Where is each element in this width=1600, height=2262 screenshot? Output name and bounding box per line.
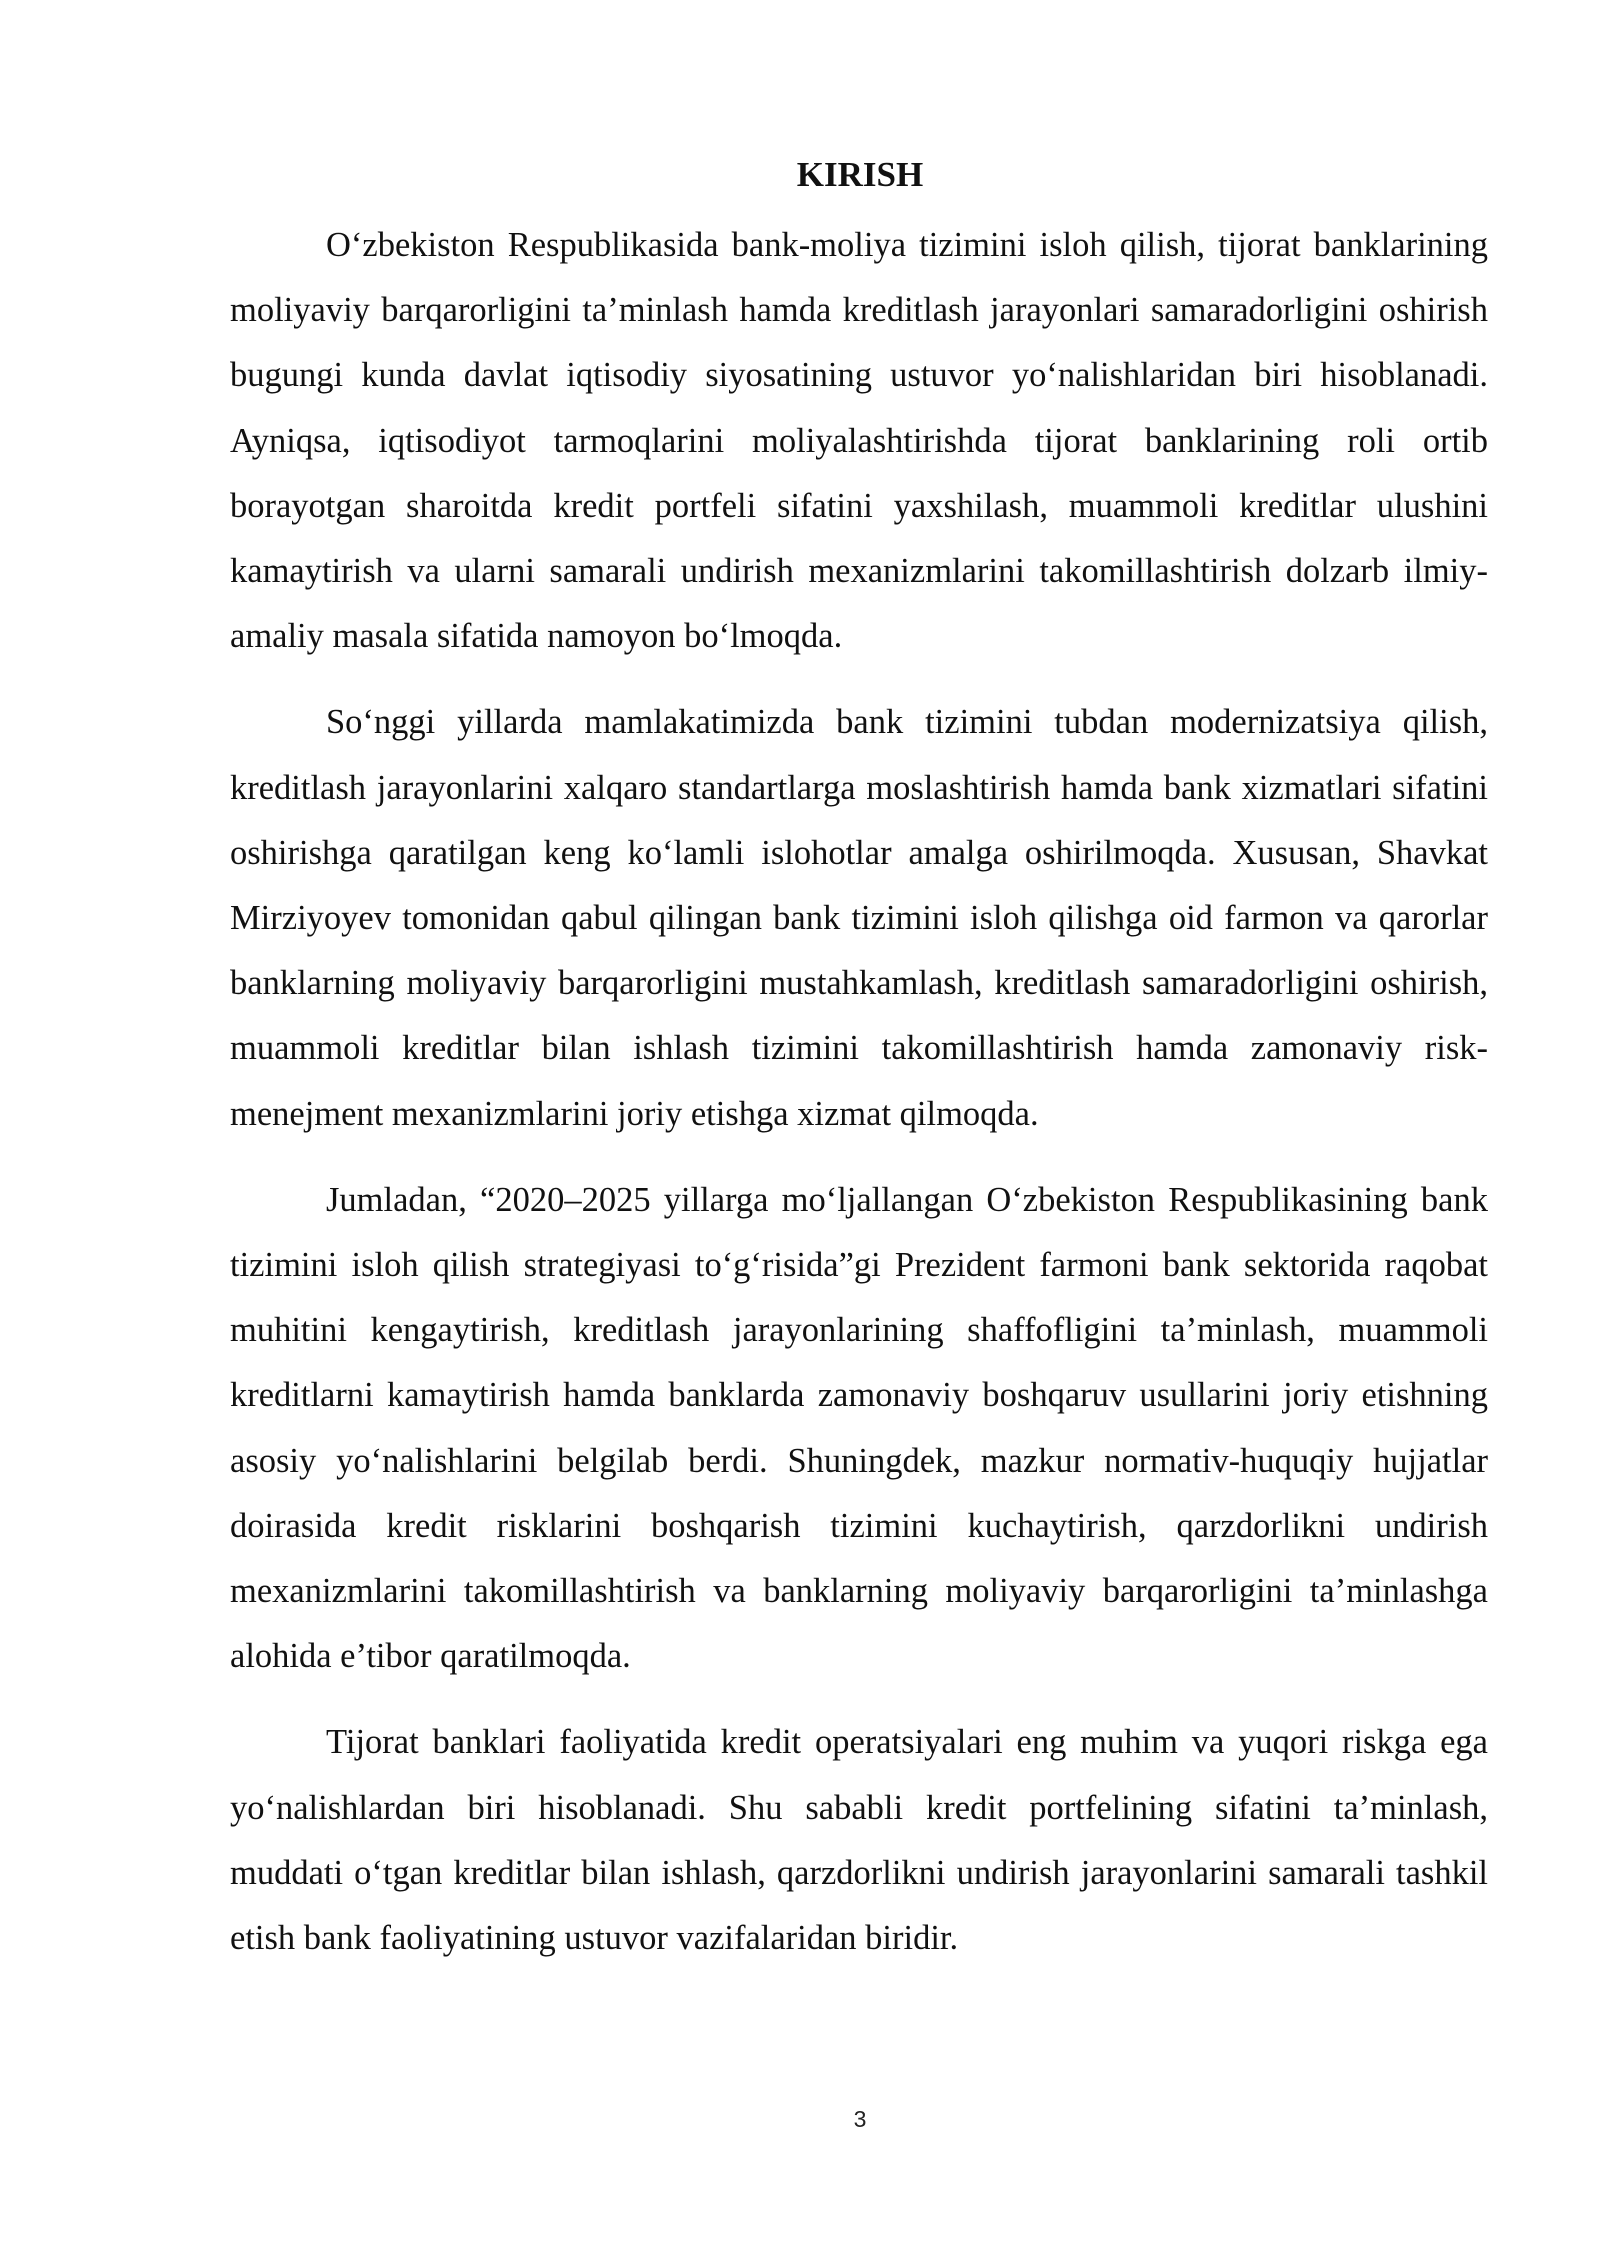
paragraph-3: Jumladan, “2020–2025 yillarga mo‘ljallangan O‘zbekiston Respublikasining bank tizimini isloh qilish strategiyasi to‘g‘risida”gi Prezident farmoni bank sektorida raqobat muhitini kengaytirish, kreditlash jarayonlarining shaffofligini ta’minlash, muammoli kreditlarni kamaytirish hamda banklarda zamonaviy boshqaruv usullarini joriy etishning asosiy yo‘nalishlarini belgilab berdi. Shuningdek, mazkur normativ-huquqiy hujjatlar doirasida kredit risklarini boshqarish tizimini kuchaytirish, qarzdorlikni undirish mexanizmlarini takomillashtirish va banklarning moliyaviy barqarorligini ta’minlashga alohida e’tibor qaratilmoqda. — [230, 1180, 1488, 1676]
body-text — [230, 213, 1488, 1992]
page-title: KIRISH — [796, 155, 924, 194]
paragraph-4: Tijorat banklari faoliyatida kredit operatsiyalari eng muhim va yuqori riskga ega yo‘nalishlardan biri hisoblanadi. Shu sababli kredit portfelining sifatini ta’minlash, muddati o‘tgan kreditlar bilan ishlash, qarzdorlikni undirish jarayonlarini samarali tashkil etish bank faoliyatining ustuvor vazifalaridan biridir. — [230, 1723, 1488, 1958]
page-number: 3 — [853, 2106, 867, 2132]
paragraph-1: O‘zbekiston Respublikasida bank-moliya tizimini isloh qilish, tijorat banklarining moliyaviy barqarorligini ta’minlash hamda kreditlash jarayonlari samaradorligini oshirish bugungi kunda davlat iqtisodiy siyosatining ustuvor yo‘nalishlaridan biri hisoblanadi. Ayniqsa, iqtisodiyot tarmoqlarini moliyalashtirishda tijorat banklarining roli ortib borayotgan sharoitda kredit portfeli sifatini yaxshilash, muammoli kreditlar ulushini kamaytirish va ularni samarali undirish mexanizmlarini takomillashtirish dolzarb ilmiy-amaliy masala sifatida namoyon bo‘lmoqda. — [230, 226, 1488, 656]
paragraph-2: So‘nggi yillarda mamlakatimizda bank tizimini tubdan modernizatsiya qilish, kreditlash jarayonlarini xalqaro standartlarga moslashtirish hamda bank xizmatlari sifatini oshirishga qaratilgan keng ko‘lamli islohotlar amalga oshirilmoqda. Xususan, Shavkat Mirziyoyev tomonidan qabul qilingan bank tizimini isloh qilishga oid farmon va qarorlar banklarning moliyaviy barqarorligini mustahkamlash, kreditlash samaradorligini oshirish, muammoli kreditlar bilan ishlash tizimini takomillashtirish hamda zamonaviy risk-menejment mexanizmlarini joriy etishga xizmat qilmoqda. — [230, 703, 1488, 1133]
